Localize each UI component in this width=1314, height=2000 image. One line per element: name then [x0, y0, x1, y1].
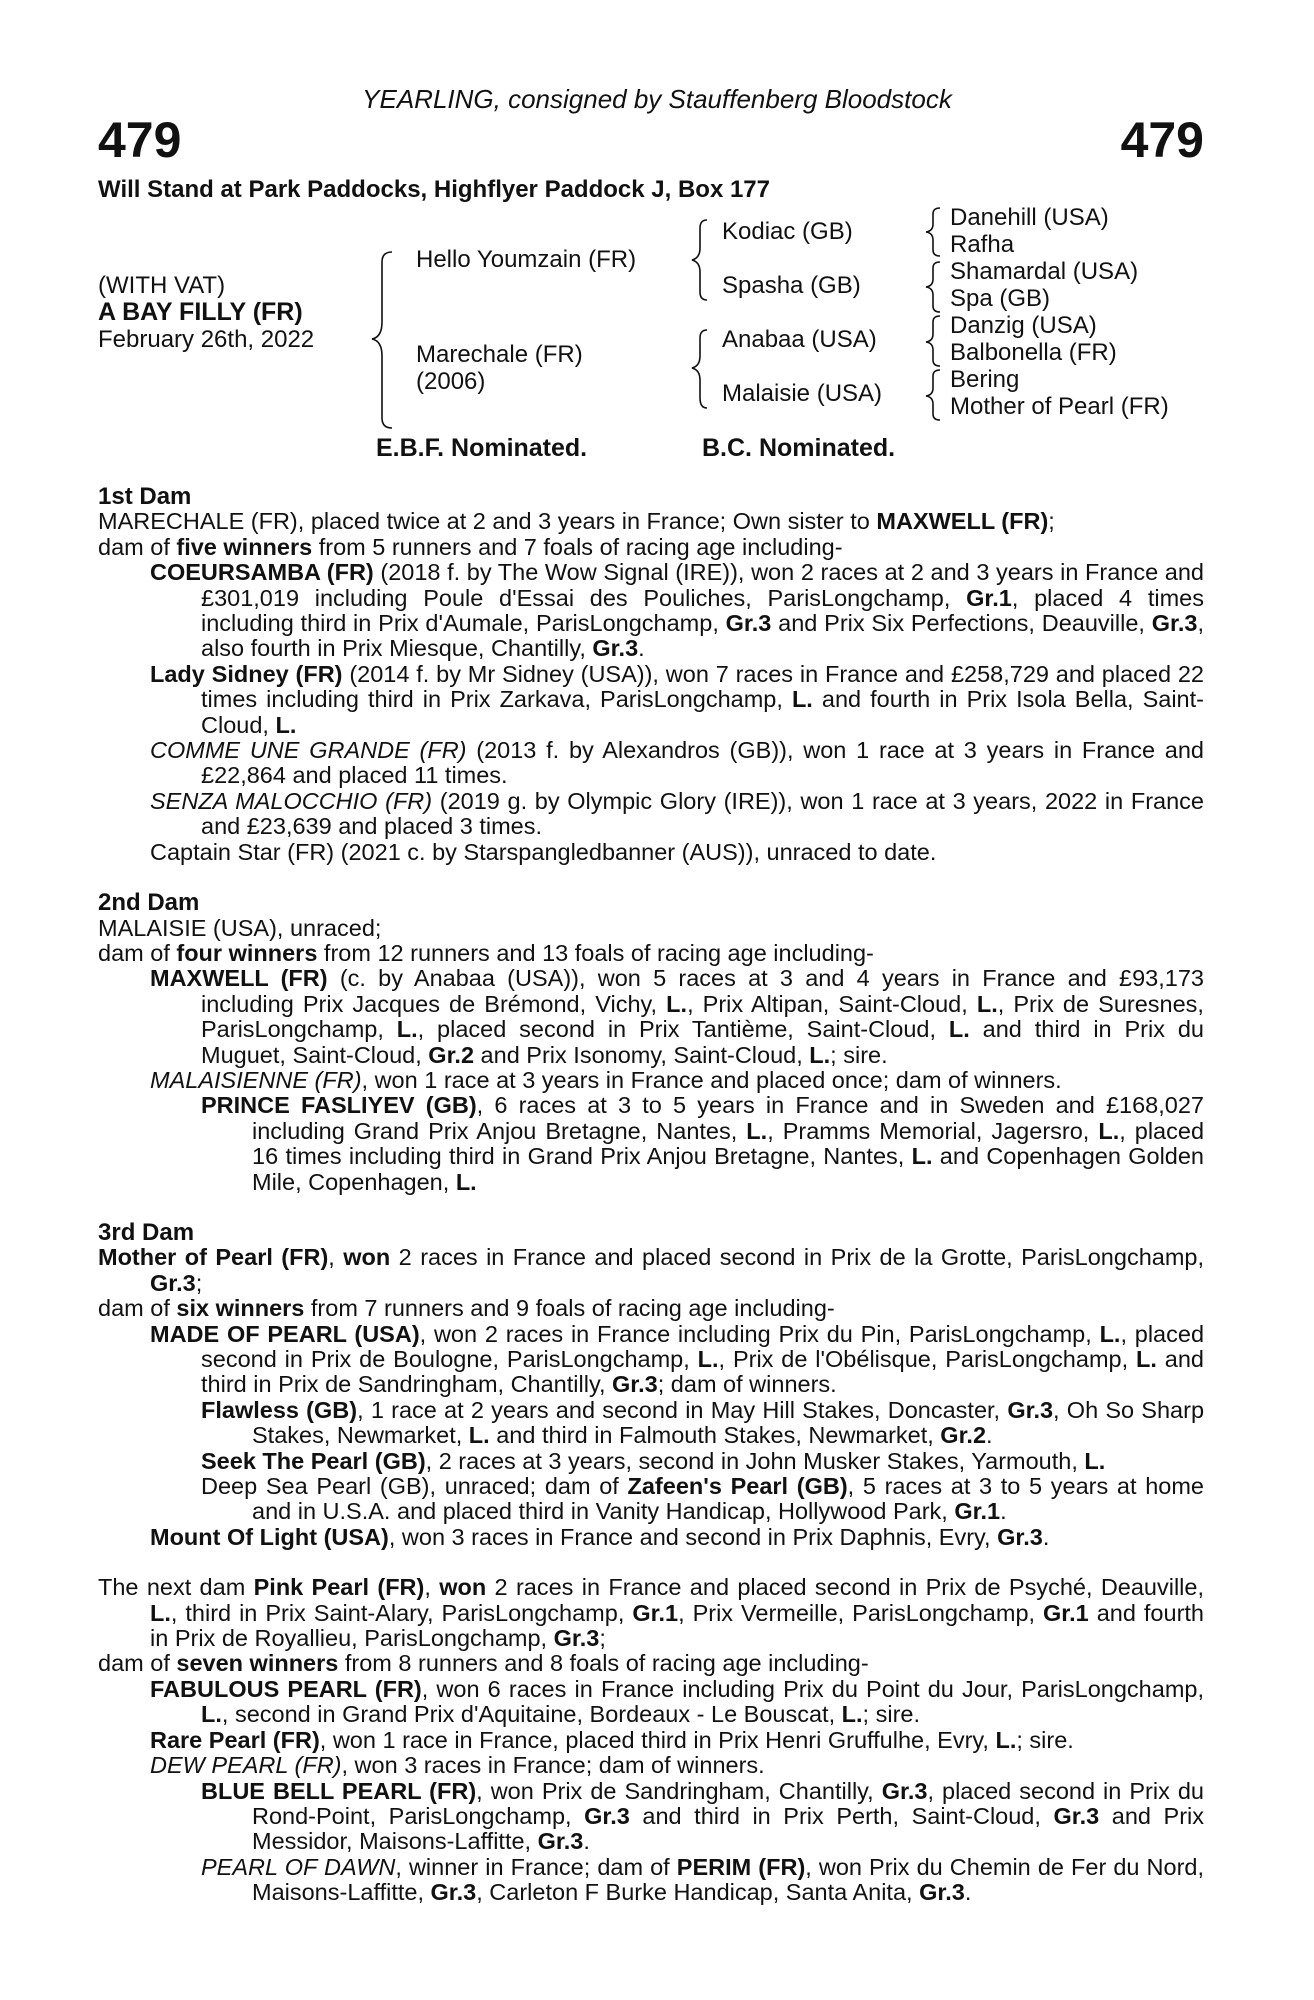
third-dam-intro: Mother of Pearl (FR), won 2 races in France and placed second in Prix de la Grotte, ParisLongchamp, Gr.3;	[98, 1244, 1205, 1296]
first-dam-intro: MARECHALE (FR), placed twice at 2 and 3 years in France; Own sister to MAXWELL (FR);	[98, 508, 1055, 535]
second-dam-produce-summary: dam of four winners from 12 runners and 13 foals of racing age including-	[98, 939, 874, 966]
third-dam-heading: 3rd Dam	[98, 1218, 195, 1246]
dam-name: Marechale (FR)	[416, 341, 583, 368]
lot-title: A BAY FILLY (FR)	[98, 298, 303, 326]
gen3-5: Danzig (USA)	[950, 312, 1097, 339]
granddam-maternal: Malaisie (USA)	[722, 380, 883, 407]
stand-location: Will Stand at Park Paddocks, Highflyer Paddock J, Box 177	[98, 176, 770, 203]
grandsire-maternal: Anabaa (USA)	[722, 326, 877, 353]
bc-nomination: B.C. Nominated.	[702, 434, 896, 462]
produce-entry: MADE OF PEARL (USA), won 2 races in France including Prix du Pin, ParisLongchamp, L., placed second in Prix de Boulogne, ParisLongchamp, L., Prix de l'Obélisque, ParisLongchamp, L. and third in Prix de Sandringham, Chantilly, Gr.3; dam of winners.	[150, 1320, 1205, 1398]
produce-entry: SENZA MALOCCHIO (FR) (2019 g. by Olympic Glory (IRE)), won 1 race at 3 years, 2022 in France and £23,639 and placed 3 times.	[150, 787, 1204, 840]
consignment-line: YEARLING, consigned by Stauffenberg Bloodstock	[362, 84, 952, 114]
produce-entry: FABULOUS PEARL (FR), won 6 races in France including Prix du Point du Jour, ParisLongchamp, L., second in Grand Prix d'Aquitaine, Bordeaux - Le Bouscat, L.; sire.	[150, 1675, 1204, 1728]
pedigree-braces	[0, 0, 1314, 440]
foaling-date: February 26th, 2022	[98, 326, 315, 353]
first-dam-heading: 1st Dam	[98, 483, 192, 510]
catalogue-body	[98, 484, 1204, 1906]
produce-entry: COMME UNE GRANDE (FR) (2013 f. by Alexandros (GB)), won 1 race at 3 years in France and £22,864 and placed 11 times.	[150, 737, 1205, 789]
dam-year: (2006)	[416, 368, 486, 395]
gen3-7: Bering	[950, 366, 1020, 393]
produce-entry: MALAISIENNE (FR), won 1 race at 3 years in France and placed once; dam of winners.	[150, 1066, 1062, 1093]
produce-entry: PRINCE FASLIYEV (GB), 6 races at 3 to 5 years in France and in Sweden and £168,027 including Grand Prix Anjou Bretagne, Nantes, L., Pramms Memorial, Jagersro, L., placed 16 times including third in Grand Prix Anjou Bretagne, Nantes, L. and Copenhagen Golden Mile, Copenhagen, L.	[201, 1092, 1205, 1195]
lot-number-right: 479	[1120, 112, 1204, 168]
produce-entry: COEURSAMBA (FR) (2018 f. by The Wow Signal (IRE)), won 2 races at 2 and 3 years in France and £301,019 including Poule d'Essai des Pouliches, ParisLongchamp, Gr.1, placed 4 times including third in Prix d'Aumale, ParisLongchamp, Gr.3 and Prix Six Perfections, Deauville, Gr.3, also fourth in Prix Miesque, Chantilly, Gr.3.	[150, 559, 1204, 662]
next-dam-produce-summary: dam of seven winners from 8 runners and 8 foals of racing age including-	[98, 1650, 869, 1677]
gen3-3: Shamardal (USA)	[950, 258, 1139, 285]
second-dam-intro: MALAISIE (USA), unraced;	[98, 914, 382, 941]
produce-entry: Deep Sea Pearl (GB), unraced; dam of Zafeen's Pearl (GB), 5 races at 3 to 5 years at home and in U.S.A. and placed third in Vanity Handicap, Hollywood Park, Gr.1.	[201, 1473, 1204, 1525]
next-dam-intro: The next dam Pink Pearl (FR), won 2 races in France and placed second in Prix de Psyché, Deauville, L., third in Prix Saint-Alary, ParisLongchamp, Gr.1, Prix Vermeille, ParisLongchamp, Gr.1 and fourth in Prix de Royallieu, ParisLongchamp, Gr.3;	[98, 1574, 1205, 1652]
produce-entry: Lady Sidney (FR) (2014 f. by Mr Sidney (USA)), won 7 races in France and £258,729 and placed 22 times including third in Prix Zarkava, ParisLongchamp, L. and fourth in Prix Isola Bella, Saint-Cloud, L.	[150, 660, 1204, 738]
first-dam-produce-summary: dam of five winners from 5 runners and 7 foals of racing age including-	[98, 533, 843, 560]
vat-label: (WITH VAT)	[98, 272, 226, 299]
produce-entry: Flawless (GB), 1 race at 2 years and second in May Hill Stakes, Doncaster, Gr.3, Oh So Sharp Stakes, Newmarket, L. and third in Falmouth Stakes, Newmarket, Gr.2.	[201, 1396, 1205, 1449]
gen3-8: Mother of Pearl (FR)	[950, 393, 1169, 420]
produce-entry: Seek The Pearl (GB), 2 races at 3 years, second in John Musker Stakes, Yarmouth, L.	[201, 1447, 1106, 1474]
produce-entry: Rare Pearl (FR), won 1 race in France, placed third in Prix Henri Gruffulhe, Evry, L.; sire.	[150, 1726, 1074, 1753]
produce-entry: Captain Star (FR) (2021 c. by Starspangledbanner (AUS)), unraced to date.	[150, 838, 937, 865]
produce-entry: PEARL OF DAWN, winner in France; dam of PERIM (FR), won Prix du Chemin de Fer du Nord, Maisons-Laffitte, Gr.3, Carleton F Burke Handicap, Santa Anita, Gr.3.	[201, 1853, 1205, 1906]
gen3-4: Spa (GB)	[950, 285, 1051, 312]
gen3-2: Rafha	[950, 231, 1015, 258]
granddam-paternal: Spasha (GB)	[722, 272, 861, 299]
gen3-1: Danehill (USA)	[950, 204, 1109, 231]
produce-entry: DEW PEARL (FR), won 3 races in France; dam of winners.	[150, 1752, 765, 1779]
produce-entry: Mount Of Light (USA), won 3 races in France and second in Prix Daphnis, Evry, Gr.3.	[150, 1523, 1050, 1550]
sire-name: Hello Youmzain (FR)	[416, 246, 637, 273]
third-dam-produce-summary: dam of six winners from 7 runners and 9 foals of racing age including-	[98, 1295, 835, 1322]
gen3-6: Balbonella (FR)	[950, 339, 1117, 366]
produce-entry: BLUE BELL PEARL (FR), won Prix de Sandringham, Chantilly, Gr.3, placed second in Prix du Rond-Point, ParisLongchamp, Gr.3 and third in Prix Perth, Saint-Cloud, Gr.3 and Prix Messidor, Maisons-Laffitte, Gr.3.	[201, 1777, 1205, 1855]
lot-number-left: 479	[98, 112, 182, 168]
ebf-nomination: E.B.F. Nominated.	[376, 434, 588, 462]
produce-entry: MAXWELL (FR) (c. by Anabaa (USA)), won 5 races at 3 and 4 years in France and £93,173 including Prix Jacques de Brémond, Vichy, L., Prix Altipan, Saint-Cloud, L., Prix de Suresnes, ParisLongchamp, L., placed second in Prix Tantième, Saint-Cloud, L. and third in Prix du Muguet, Saint-Cloud, Gr.2 and Prix Isonomy, Saint-Cloud, L.; sire.	[150, 965, 1204, 1068]
grandsire-paternal: Kodiac (GB)	[722, 218, 853, 245]
second-dam-heading: 2nd Dam	[98, 889, 200, 917]
